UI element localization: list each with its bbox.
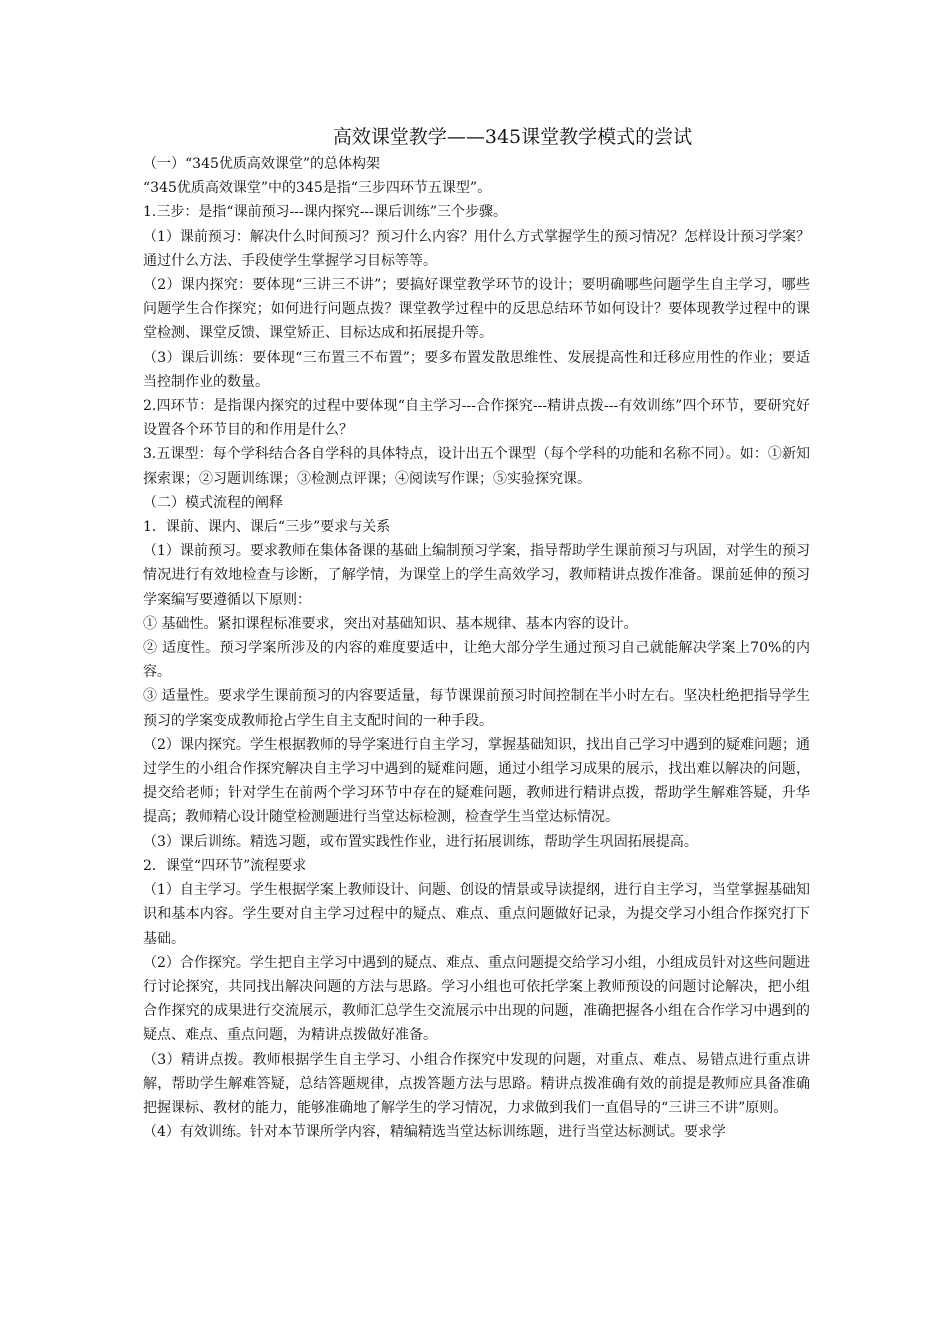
paragraph: 1.三步：是指“课前预习---课内探究---课后训练”三个步骤。 [143,204,508,221]
paragraph: （4）有效训练。针对本节课所学内容，精编精选当堂达标训练题，进行当堂达标测试。要求学 [143,1124,726,1141]
paragraph: （3）课后训练。精选习题，或布置实践性作业，进行拓展训练，帮助学生巩固拓展提高。 [143,833,698,850]
section-heading-2: （二）模式流程的阐释 [143,494,283,511]
document-page [143,122,810,1144]
paragraph: （2）课内探究。学生根据教师的导学案进行自主学习，掌握基础知识，找出自己学习中遇到的疑难问题；通过学生的小组合作探究解决自主学习中遇到的疑难问题，通过小组学习成果的展示，找出难以解决的问题，提交给老师；针对学生在前两个学习环节中存在的疑难问题，教师进行精讲点拨，帮助学生解难答疑，升华提高；教师精心设计随堂检测题进行当堂达标检测，检查学生当堂达标情况。 [143,736,810,826]
paragraph: ③ 适量性。要求学生课前预习的内容要适量，每节课课前预习时间控制在半小时左右。坚决杜绝把指导学生预习的学案变成教师抢占学生自主支配时间的一种手段。 [143,688,810,729]
paragraph: 2.四环节：是指课内探究的过程中要体现“自主学习---合作探究---精讲点拨---有效训练”四个环节，要研究好设置各个环节目的和作用是什么？ [143,398,810,439]
paragraph: “345优质高效课堂”中的345是指“三步四环节五课型”。 [143,180,492,197]
paragraph: （1）课前预习。要求教师在集体备课的基础上编制预习学案，指导帮助学生课前预习与巩固，对学生的预习情况进行有效地检查与诊断，了解学情，为课堂上的学生高效学习，教师精讲点拨作准备。课前延伸的预习学案编写要遵循以下原则： [143,543,810,608]
subsection-heading: 1．课前、课内、课后“三步”要求与关系 [143,519,391,536]
paragraph: （1）自主学习。学生根据学案上教师设计、问题、创设的情景或导读提纲，进行自主学习，当堂掌握基础知识和基本内容。学生要对自主学习过程中的疑点、难点、重点问题做好记录，为提交学习小组合作探究打下基础。 [143,882,810,947]
document-title: 高效课堂教学——345课堂教学模式的尝试 [332,126,693,148]
paragraph: （3）精讲点拨。教师根据学生自主学习、小组合作探究中发现的问题，对重点、难点、易错点进行重点讲解，帮助学生解难答疑，总结答题规律，点拨答题方法与思路。精讲点拨准确有效的前提是教师应具备准确把握课标、教材的能力，能够准确地了解学生的学习情况，力求做到我们一直倡导的“三讲三不讲”原则。 [143,1051,810,1116]
paragraph: （2）合作探究。学生把自主学习中遇到的疑点、难点、重点问题提交给学习小组，小组成员针对这些问题进行讨论探究，共同找出解决问题的方法与思路。学习小组也可依托学案上教师预设的问题讨论解决，把小组合作探究的成果进行交流展示，教师汇总学生交流展示中出现的问题，准确把握各小组在合作学习中遇到的疑点、难点、重点问题，为精讲点拨做好准备。 [143,954,810,1044]
paragraph: 3.五课型：每个学科结合各自学科的具体特点，设计出五个课型（每个学科的功能和名称不同）。如：①新知探索课；②习题训练课；③检测点评课；④阅读写作课；⑤实验探究课。 [143,446,810,487]
section-heading-1: （一）“345优质高效课堂”的总体构架 [143,156,381,172]
paragraph: （1）课前预习：解决什么时间预习？预习什么内容？用什么方式掌握学生的预习情况？怎样设计预习学案？通过什么方法、手段使学生掌握学习目标等等。 [143,228,810,269]
paragraph: ② 适度性。预习学案所涉及的内容的难度要适中，让绝大部分学生通过预习自己就能解决学案上70%的内容。 [143,640,810,681]
subsection-heading: 2．课堂“四环节”流程要求 [143,857,307,874]
paragraph: （3）课后训练：要体现“三布置三不布置”；要多布置发散思维性、发展提高性和迁移应用性的作业；要适当控制作业的数量。 [143,349,810,390]
paragraph: （2）课内探究：要体现“三讲三不讲”；要搞好课堂教学环节的设计；要明确哪些问题学生自主学习，哪些问题学生合作探究；如何进行问题点拨？课堂教学过程中的反思总结环节如何设计？要体现教学过程中的课堂检测、课堂反馈、课堂矫正、目标达成和拓展提升等。 [143,277,810,342]
paragraph: ① 基础性。紧扣课程标准要求，突出对基础知识、基本规律、基本内容的设计。 [143,615,638,632]
